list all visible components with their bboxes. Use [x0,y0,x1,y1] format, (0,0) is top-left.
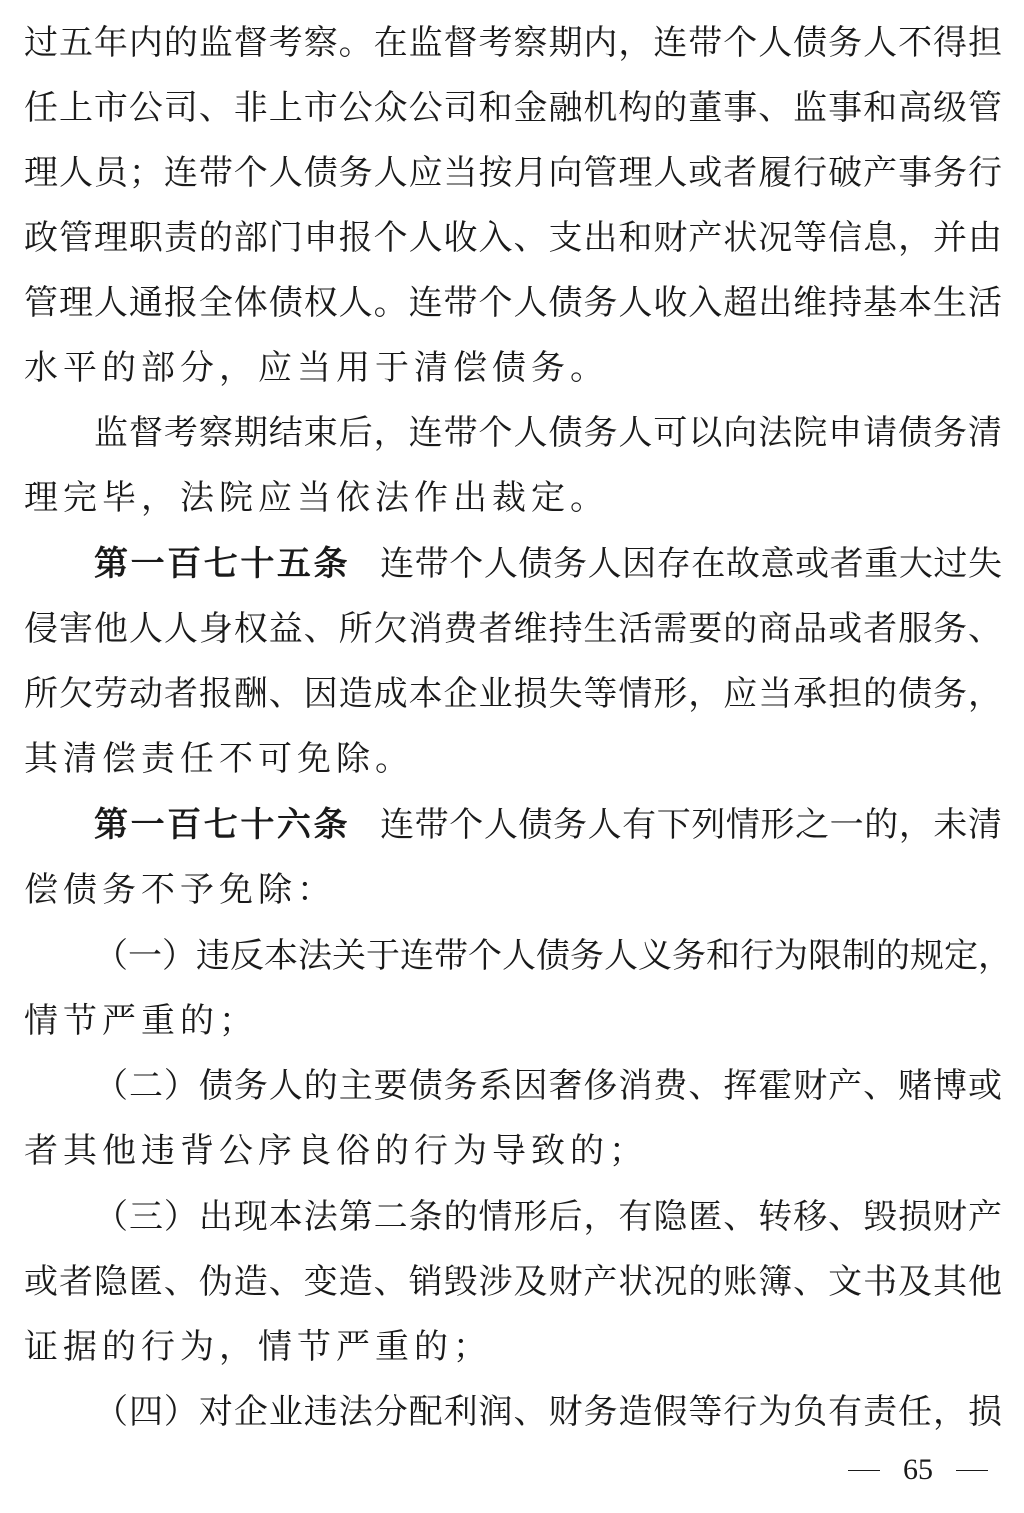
text-line: 任上市公司、非上市公众公司和金融机构的董事、监事和高级管 [24,88,1002,128]
text-line: 政管理职责的部门申报个人收入、支出和财产状况等信息，并由 [24,218,1002,258]
text-span: 连带个人债务人有下列情形之一的，未清 [380,805,1003,845]
list-item-2: （二）债务人的主要债务系因奢侈消费、挥霍财产、赌博或 [94,1066,1002,1106]
text-line: 证据的行为，情节严重的； [24,1327,492,1367]
list-item-4: （四）对企业违法分配利润、财务造假等行为负有责任，损 [94,1392,1002,1432]
text-line: 过五年内的监督考察。在监督考察期内，连带个人债务人不得担 [24,23,1002,63]
list-item-3: （三）出现本法第二条的情形后，有隐匿、转移、毁损财产 [94,1197,1002,1237]
text-line: 理完毕，法院应当依法作出裁定。 [24,478,609,518]
page-footer [848,1448,988,1492]
footer-dash-left [848,1470,880,1471]
article-176-heading: 第一百七十六条 [94,805,351,845]
text-line: 管理人通报全体债权人。连带个人债务人收入超出维持基本生活 [24,283,1002,323]
article-176-first-line [94,800,1002,850]
text-line: 所欠劳动者报酬、因造成本企业损失等情形，应当承担的债务， [24,674,1002,714]
page-number: 65 [903,1453,933,1486]
article-175-heading: 第一百七十五条 [94,544,351,584]
text-line: 侵害他人人身权益、所欠消费者维持生活需要的商品或者服务、 [24,609,1002,649]
text-line: 或者隐匿、伪造、变造、销毁涉及财产状况的账簿、文书及其他 [24,1262,1002,1302]
text-line: 偿债务不予免除： [24,870,336,910]
text-line: 水平的部分，应当用于清偿债务。 [24,348,609,388]
footer-dash-right [956,1470,988,1471]
text-line: 情节严重的； [24,1001,258,1041]
article-175-first-line [94,539,1002,589]
list-item-1: （一）违反本法关于连带个人债务人义务和行为限制的规定， [94,936,1012,976]
text-line: 理人员；连带个人债务人应当按月向管理人或者履行破产事务行 [24,153,1002,193]
text-line: 其清偿责任不可免除。 [24,739,414,779]
text-line: 者其他违背公序良俗的行为导致的； [24,1131,648,1171]
text-span: 连带个人债务人因存在故意或者重大过失 [380,544,1003,584]
text-line: 监督考察期结束后，连带个人债务人可以向法院申请债务清 [94,413,1002,453]
